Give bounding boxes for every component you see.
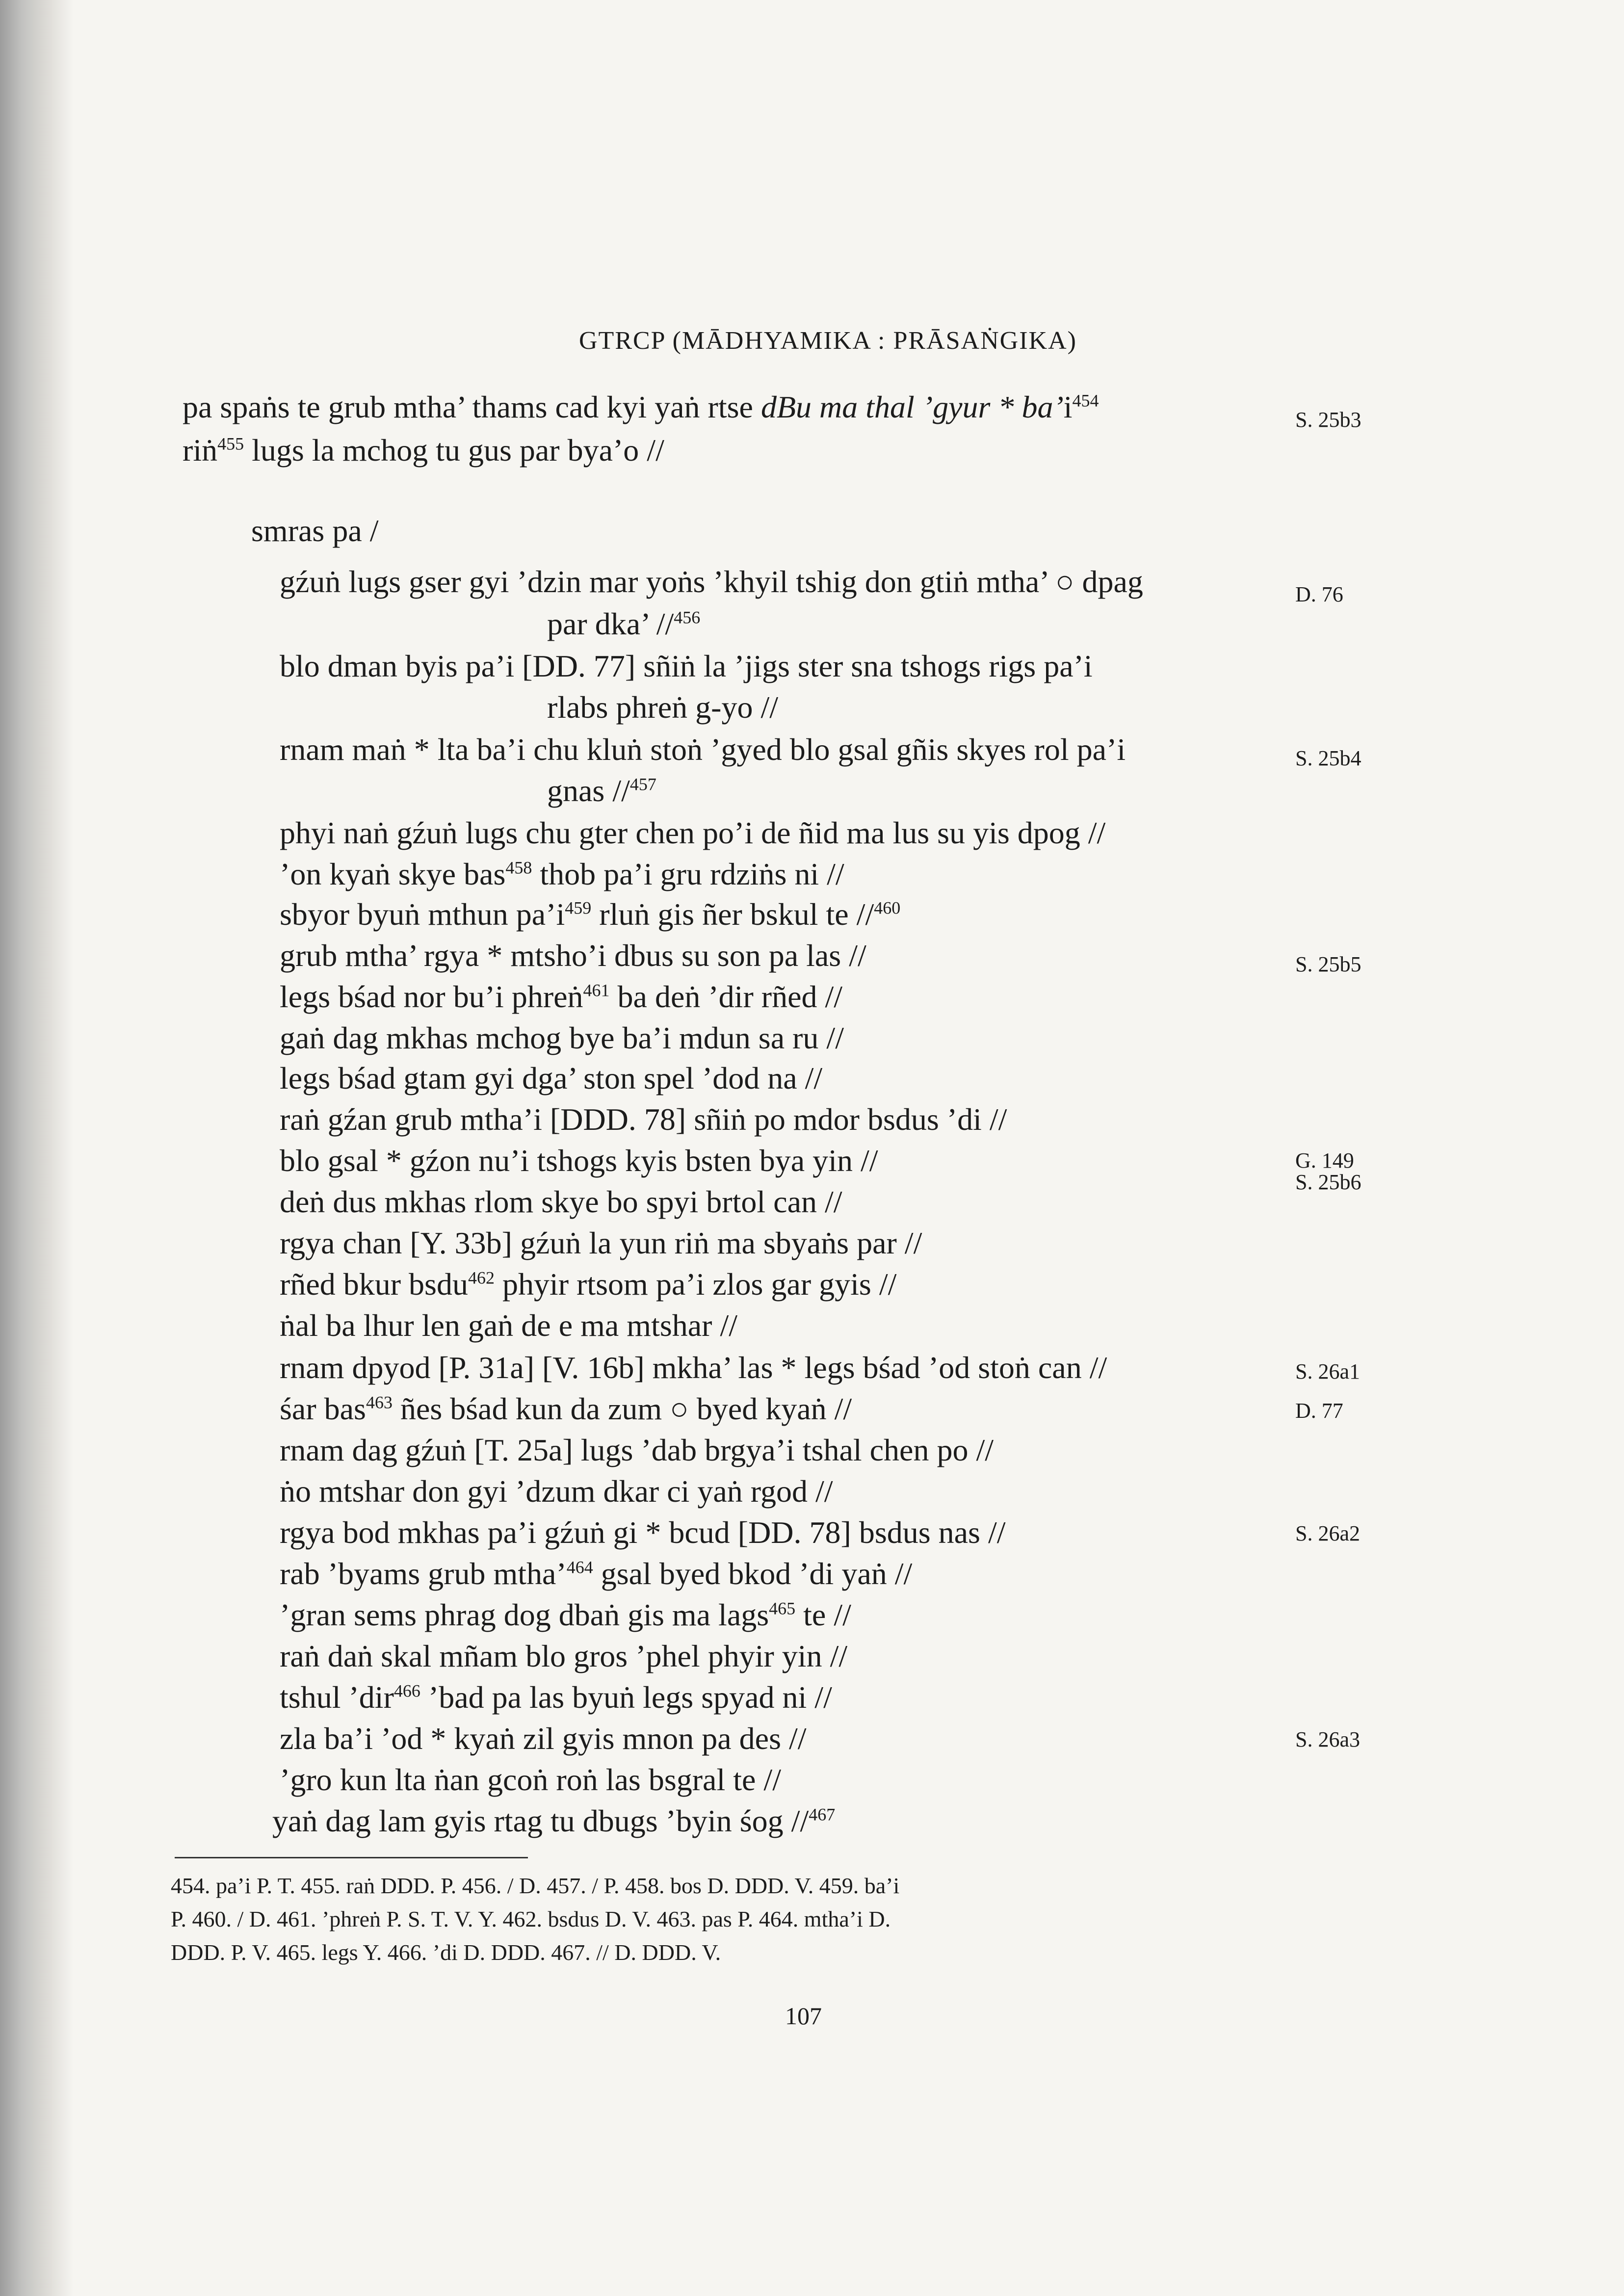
verse-line: blo dman byis pa’i [DD. 77] sñiṅ la ’jigs ster sna tshogs rigs pa’i xyxy=(280,649,1093,683)
verse-line: rnam dag gźuṅ [T. 25a] lugs ’dab brgya’i tshal chen po // xyxy=(280,1433,994,1467)
verse-line: sbyor byuṅ mthun $pa’i^{459}$ rluṅ gis ñer bskul te //$^{460}$ xyxy=(280,897,901,932)
verse-line: gźuṅ lugs gser gyi ’dzin mar yoṅs ’khyil tshig don gtiṅ mtha’ ○ dpag xyxy=(280,564,1143,599)
intro-line-1: pa spaṅs te grub mtha’ thams cad kyi yaṅ rtse dBu ma thal ’gyur * $ba’i^{454}$ xyxy=(183,390,1099,424)
margin-note: S. 26a2 xyxy=(1295,1521,1360,1545)
verse-line: ’gro kun lta ṅan gcoṅ roṅ las bsgral te // xyxy=(280,1762,781,1797)
verse-line: par dka’ //$^{456}$ xyxy=(547,606,701,641)
footnote-rule xyxy=(175,1857,528,1858)
binding-shadow xyxy=(0,0,74,2296)
verse-line: ṅal ba lhur len gaṅ de e ma mtshar // xyxy=(280,1308,738,1343)
verse-line: gnas //$^{457}$ xyxy=(547,773,656,808)
margin-note: S. 26a1 xyxy=(1295,1359,1360,1383)
verse-line: yaṅ dag lam gyis rtag tu dbugs ’byin śog //$^{467}$ xyxy=(272,1803,836,1838)
verse-line: gaṅ dag mkhas mchog bye ba’i mdun sa ru // xyxy=(280,1020,844,1055)
verse-line: rlabs phreṅ g-yo // xyxy=(547,690,778,725)
margin-note: D. 77 xyxy=(1295,1399,1343,1423)
footnote-line: DDD. P. V. 465. legs Y. 466. ’di D. DDD. 467. // D. DDD. V. xyxy=(171,1940,721,1965)
verse-line: rab ’byams grub mtha’$^{464}$ gsal byed bkod ’di yaṅ // xyxy=(280,1556,913,1591)
running-header: GTRCP (MĀDHYAMIKA : PRĀSAṄGIKA) xyxy=(579,327,1077,355)
margin-note: S. 25b6 xyxy=(1295,1170,1362,1194)
verse-line: deṅ dus mkhas rlom skye bo spyi brtol can // xyxy=(280,1184,842,1219)
verse-line: ’gran sems phrag dog dbaṅ gis ma lags$^{465}$ te // xyxy=(280,1597,851,1632)
verse-line: rnam dpyod [P. 31a] [V. 16b] mkha’ las * legs bśad ’od stoṅ can // xyxy=(280,1350,1107,1385)
verse-line: ṅo mtshar don gyi ’dzum dkar ci yaṅ rgod // xyxy=(280,1474,833,1509)
margin-note: D. 76 xyxy=(1295,582,1343,606)
margin-note: S. 26a3 xyxy=(1295,1727,1360,1751)
verse-line: tshul ’dir$^{466}$ ’bad pa las byuṅ legs spyad ni // xyxy=(280,1680,832,1715)
verse-line: raṅ daṅ skal mñam blo gros ’phel phyir yin // xyxy=(280,1639,848,1673)
page-number: 107 xyxy=(785,2002,822,2030)
margin-note: S. 25b5 xyxy=(1295,952,1362,976)
verse-line: legs bśad gtam gyi dga’ ston spel ’dod na // xyxy=(280,1061,823,1096)
smras-heading: smras pa / xyxy=(251,513,379,548)
verse-line: rnam maṅ * lta ba’i chu kluṅ stoṅ ’gyed blo gsal gñis skyes rol pa’i xyxy=(280,732,1126,767)
footnote-line: 454. pa’i P. T. 455. raṅ DDD. P. 456. / D. 457. / P. 458. bos D. DDD. V. 459. ba’i xyxy=(171,1873,900,1898)
verse-line: zla ba’i ’od * kyaṅ zil gyis mnon pa des // xyxy=(280,1721,807,1756)
verse-line: legs bśad nor bu’i phreṅ$^{461}$ ba deṅ ’dir rñed // xyxy=(280,979,843,1014)
verse-line: raṅ gźan grub mtha’i [DDD. 78] sñiṅ po mdor bsdus ’di // xyxy=(280,1102,1007,1137)
verse-line: śar bas$^{463}$ ñes bśad kun da zum ○ byed kyaṅ // xyxy=(280,1391,852,1426)
verse-line: blo gsal * gźon nu’i tshogs kyis bsten bya yin // xyxy=(280,1143,878,1178)
margin-note: S. 25b4 xyxy=(1295,746,1362,770)
work-title: dBu ma thal ’gyur * ba’ xyxy=(760,390,1064,424)
verse-line: rgya chan [Y. 33b] gźuṅ la yun riṅ ma sbyaṅs par // xyxy=(280,1226,922,1260)
footnote-line: P. 460. / D. 461. ’phreṅ P. S. T. V. Y. 462. bsdus D. V. 463. pas P. 464. mtha’i D. xyxy=(171,1906,891,1931)
verse-line: grub mtha’ rgya * mtsho’i dbus su son pa las // xyxy=(280,938,866,973)
verse-line: rgya bod mkhas pa’i gźuṅ gi * bcud [DD. 78] bsdus nas // xyxy=(280,1515,1006,1550)
margin-note: G. 149 xyxy=(1295,1148,1354,1173)
verse-line: rñed bkur bsdu$^{462}$ phyir rtsom pa’i zlos gar gyis // xyxy=(280,1267,897,1302)
margin-note: S. 25b3 xyxy=(1295,408,1362,432)
intro-line-2: riṅ$^{455}$ lugs la mchog tu gus par bya’o // xyxy=(183,433,664,468)
verse-line: phyi naṅ gźuṅ lugs chu gter chen po’i de ñid ma lus su yis dpog // xyxy=(280,815,1106,850)
verse-line: ’on kyaṅ skye bas$^{458}$ thob pa’i gru rdziṅs ni // xyxy=(280,857,844,891)
